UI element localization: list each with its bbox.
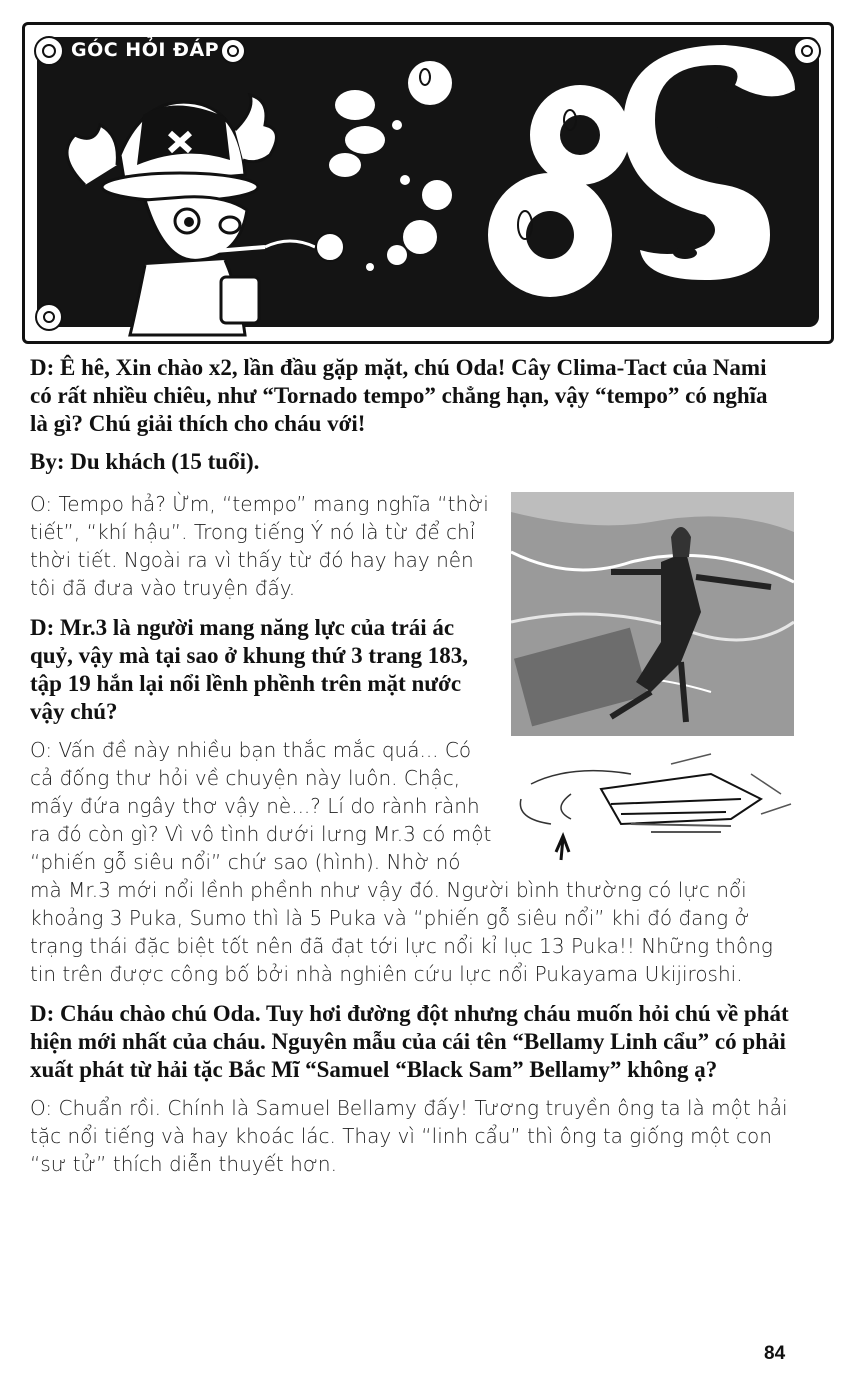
qa-content <box>30 354 790 1190</box>
section-title: GÓC HỎI ĐÁP <box>71 39 220 61</box>
super-floating-wood-sketch <box>511 744 794 864</box>
page-number: 84 <box>764 1343 786 1364</box>
question-1: D: Ê hê, Xin chào x2, lần đầu gặp mặt, chú Oda! Cây Clima-Tact của Nami có rất nhiều chiêu, như “Tornado tempo” chẳng hạn, vậy “tempo” có nghĩa là gì? Chú giải thích cho cháu với! <box>30 355 768 436</box>
answer-3: O: Chuẩn rồi. Chính là Samuel Bellamy đấy! Tương truyền ông ta là một hải tặc nổi tiếng và hay khoác lác. Thay vì “linh cẩu” thì ông ta giống một con “sư tử” thích diễn thuyết hơn. <box>30 1096 788 1176</box>
chopper-bubbles-illustration <box>25 25 831 341</box>
sbs-header-banner <box>22 22 834 344</box>
answer-2: O: Vấn đề này nhiều bạn thắc mắc quá... Có cả đống thư hỏi về chuyện này luôn. Chậc, mấy đứa ngây thơ vậy nè...? Lí do rành rành ra đó còn gì? Vì vô tình dưới lưng Mr.3 có một “phiến gỗ siêu nổi” chứ sao (hình). Nhờ nó mà Mr.3 mới nổi lềnh phềnh như vậy đó. Người bình thường có lực nổi khoảng 3 Puka, Sumo thì là 5 Puka và “phiến gỗ siêu nổi” khi đó đang ở trạng thái đặc biệt tốt nên đã đạt tới lực nổi kỉ lục 13 Puka!! Những thông tin trên được công bố bởi nhà nghiên cứu lực nổi Pukayama Ukijiroshi. <box>30 738 773 986</box>
question-3: D: Cháu chào chú Oda. Tuy hơi đường đột nhưng cháu muốn hỏi chú về phát hiện mới nhất của cháu. Nguyên mẫu của cái tên “Bellamy Linh cẩu” có phải xuất phát từ hải tặc Bắc Mĩ “Samuel “Black Sam” Bellamy” không ạ? <box>30 1001 789 1082</box>
answer-1: O: Tempo hả? Ừm, “tempo” mang nghĩa “thời tiết”, “khí hậu”. Trong tiếng Ý nó là từ để chỉ thời tiết. Ngoài ra vì thấy từ đó hay hay nên tôi đã đưa vào truyện đấy. <box>30 492 489 600</box>
question-1-author: By: Du khách (15 tuổi). <box>30 449 260 474</box>
mr3-floating-panel <box>511 492 794 736</box>
question-2: D: Mr.3 là người mang năng lực của trái ác quỷ, vậy mà tại sao ở khung thứ 3 trang 183, tập 19 hắn lại nổi lềnh phềnh trên mặt nước vậy chú? <box>30 615 469 724</box>
mr3-figure <box>511 492 796 864</box>
